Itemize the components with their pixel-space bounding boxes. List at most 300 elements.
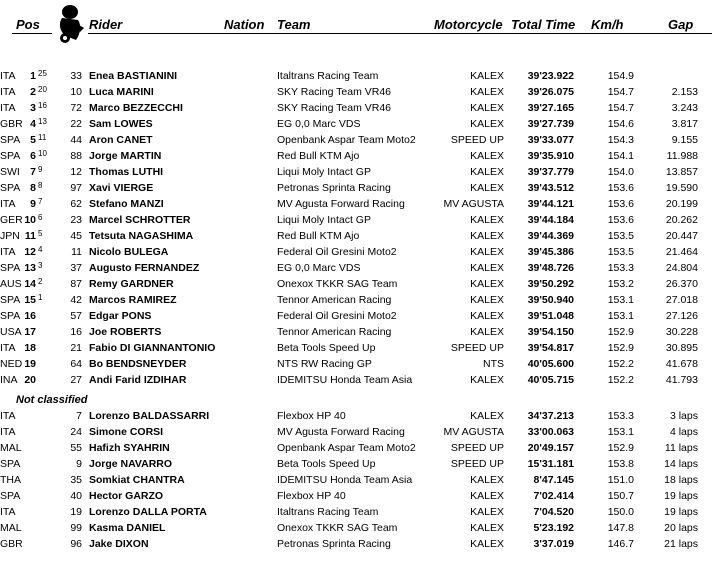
result-row (0, 164, 720, 180)
motorcycle: KALEX (470, 538, 504, 550)
team: Flexbox HP 40 (277, 410, 346, 422)
gap: 2.153 (671, 86, 698, 98)
total-time: 7'02.414 (533, 490, 574, 502)
total-time: 39'44.184 (527, 214, 574, 226)
gap: 11 laps (664, 442, 698, 454)
grid-position: 4 (38, 245, 43, 254)
nation: SWI (0, 166, 20, 178)
position: 5 (30, 134, 36, 146)
motorcycle: KALEX (470, 262, 504, 274)
speed-kmh: 153.8 (607, 458, 634, 470)
position: 7 (30, 166, 36, 178)
total-time: 39'50.292 (527, 278, 574, 290)
total-time: 39'26.075 (527, 86, 574, 98)
nation: INA (0, 374, 18, 386)
rider-name: Sam LOWES (89, 118, 153, 130)
motorcycle: KALEX (470, 230, 504, 242)
result-row (0, 520, 720, 536)
motorcycle: KALEX (470, 522, 504, 534)
motorcycle: MV AGUSTA (443, 198, 504, 210)
gap: 41.678 (665, 358, 698, 370)
team: Tennor American Racing (277, 294, 392, 306)
rider-number: 42 (70, 294, 82, 306)
rider-name: Hector GARZO (89, 490, 164, 502)
rider-number: 87 (70, 278, 82, 290)
team: Liqui Moly Intact GP (277, 214, 371, 226)
grid-position: 11 (38, 133, 47, 142)
rider-name: Fabio DI GIANNANTONIO (89, 342, 216, 354)
result-row (0, 408, 720, 424)
rider-number: 44 (70, 134, 82, 146)
position: 20 (24, 374, 36, 386)
team: IDEMITSU Honda Team Asia (277, 474, 413, 486)
rider-name: Joe ROBERTS (89, 326, 162, 338)
nation: ITA (0, 198, 16, 210)
speed-kmh: 153.3 (607, 262, 634, 274)
nation: ITA (0, 410, 16, 422)
result-row (0, 180, 720, 196)
not-classified-heading: Not classified (16, 394, 88, 406)
grid-position: 10 (38, 149, 47, 158)
grid-position: 7 (38, 197, 43, 206)
motorcycle: KALEX (470, 86, 504, 98)
motorcycle: KALEX (470, 294, 504, 306)
nation: USA (0, 326, 22, 338)
nation: ITA (0, 102, 16, 114)
position: 16 (24, 310, 36, 322)
team: Red Bull KTM Ajo (277, 230, 360, 242)
rider-number: 9 (76, 458, 82, 470)
speed-kmh: 150.7 (607, 490, 634, 502)
grid-position: 20 (38, 85, 47, 94)
col-rider-header: Rider (89, 17, 123, 32)
speed-kmh: 154.3 (607, 134, 634, 146)
motorcycle: SPEED UP (450, 342, 504, 354)
rider-number: 35 (70, 474, 82, 486)
team: MV Agusta Forward Racing (277, 198, 405, 210)
rider-number: 21 (70, 342, 82, 354)
motorcycle: KALEX (470, 246, 504, 258)
speed-kmh: 154.1 (607, 150, 634, 162)
team: IDEMITSU Honda Team Asia (277, 374, 413, 386)
total-time: 39'33.077 (527, 134, 574, 146)
nation: SPA (0, 294, 21, 306)
result-row (0, 132, 720, 148)
speed-kmh: 153.5 (607, 246, 634, 258)
speed-kmh: 153.1 (607, 294, 634, 306)
result-row (0, 148, 720, 164)
position: 17 (24, 326, 36, 338)
nation: AUS (0, 278, 22, 290)
team: MV Agusta Forward Racing (277, 426, 405, 438)
rider-number: 88 (70, 150, 82, 162)
total-time: 39'44.121 (527, 198, 574, 210)
gap: 20 laps (664, 522, 698, 534)
result-row (0, 536, 720, 552)
result-row (0, 488, 720, 504)
rider-name: Enea BASTIANINI (89, 70, 178, 82)
speed-kmh: 154.7 (607, 102, 634, 114)
result-row (0, 504, 720, 520)
result-row (0, 116, 720, 132)
nation: ITA (0, 70, 16, 82)
gap: 18 laps (664, 474, 698, 486)
position: 19 (24, 358, 36, 370)
gap: 21 laps (664, 538, 698, 550)
result-row (0, 228, 720, 244)
motorcycle: MV AGUSTA (443, 426, 504, 438)
rider-number: 62 (70, 198, 82, 210)
team: Federal Oil Gresini Moto2 (277, 310, 397, 322)
result-row (0, 424, 720, 440)
position: 18 (24, 342, 36, 354)
total-time: 40'05.715 (527, 374, 574, 386)
rider-name: Thomas LUTHI (89, 166, 164, 178)
rider-name: Edgar PONS (89, 310, 152, 322)
team: Beta Tools Speed Up (277, 458, 376, 470)
motorcycle: KALEX (470, 70, 504, 82)
result-row (0, 340, 720, 356)
motorcycle: KALEX (470, 326, 504, 338)
total-time: 39'54.150 (527, 326, 574, 338)
nation: SPA (0, 458, 21, 470)
gap: 3.243 (671, 102, 698, 114)
grid-position: 2 (38, 277, 43, 286)
nation: GER (0, 214, 23, 226)
nation: ITA (0, 86, 16, 98)
col-kmh-header: Km/h (591, 17, 624, 32)
total-time: 39'45.386 (527, 246, 574, 258)
gap: 3 laps (669, 410, 698, 422)
total-time: 20'49.157 (527, 442, 574, 454)
grid-position: 25 (38, 69, 47, 78)
result-row (0, 244, 720, 260)
result-row (0, 68, 720, 84)
rider-name: Lorenzo BALDASSARRI (89, 410, 210, 422)
grid-position: 9 (38, 165, 43, 174)
rider-name: Bo BENDSNEYDER (89, 358, 187, 370)
rider-number: 40 (70, 490, 82, 502)
grid-position: 6 (38, 213, 43, 222)
col-pos-header: Pos (16, 17, 40, 32)
team: Openbank Aspar Team Moto2 (277, 442, 416, 454)
total-time: 5'23.192 (533, 522, 574, 534)
position: 6 (30, 150, 36, 162)
speed-kmh: 153.6 (607, 214, 634, 226)
header-rule (12, 33, 52, 34)
rider-name: Lorenzo DALLA PORTA (89, 506, 207, 518)
result-row (0, 472, 720, 488)
rider-number: 45 (70, 230, 82, 242)
motorcycle: KALEX (470, 410, 504, 422)
motorcycle: KALEX (470, 102, 504, 114)
nation: SPA (0, 310, 21, 322)
rider-name: Stefano MANZI (89, 198, 164, 210)
rider-number: 16 (70, 326, 82, 338)
total-time: 34'37.213 (527, 410, 574, 422)
rider-name: Marcos RAMIREZ (89, 294, 177, 306)
rider-name: Marco BEZZECCHI (89, 102, 183, 114)
total-time: 39'37.779 (527, 166, 574, 178)
speed-kmh: 152.9 (607, 326, 634, 338)
gap: 4 laps (669, 426, 698, 438)
result-row (0, 372, 720, 388)
rider-number: 27 (70, 374, 82, 386)
speed-kmh: 154.9 (607, 70, 634, 82)
gap: 41.793 (665, 374, 698, 386)
result-row (0, 440, 720, 456)
team: Flexbox HP 40 (277, 490, 346, 502)
position: 9 (30, 198, 36, 210)
nation: SPA (0, 134, 21, 146)
total-time: 39'50.940 (527, 294, 574, 306)
rider-number: 57 (70, 310, 82, 322)
motorcycle: KALEX (470, 474, 504, 486)
rider-number: 72 (70, 102, 82, 114)
gap: 27.018 (665, 294, 698, 306)
speed-kmh: 153.1 (607, 310, 634, 322)
total-time: 39'27.165 (527, 102, 574, 114)
speed-kmh: 146.7 (607, 538, 634, 550)
gap: 20.262 (665, 214, 698, 226)
speed-kmh: 154.7 (607, 86, 634, 98)
team: Beta Tools Speed Up (277, 342, 376, 354)
team: Italtrans Racing Team (277, 70, 379, 82)
motorcycle: KALEX (470, 310, 504, 322)
motorcycle: SPEED UP (450, 134, 504, 146)
gap: 11.988 (666, 150, 698, 162)
rider-number: 24 (70, 426, 82, 438)
rider-name: Tetsuta NAGASHIMA (89, 230, 194, 242)
motorcycle: KALEX (470, 278, 504, 290)
rider-name: Marcel SCHROTTER (89, 214, 191, 226)
col-gap-header: Gap (668, 17, 694, 32)
nation: GBR (0, 118, 23, 130)
col-nation-header: Nation (224, 17, 265, 32)
speed-kmh: 153.5 (607, 230, 634, 242)
gap: 3.817 (671, 118, 698, 130)
speed-kmh: 154.6 (607, 118, 634, 130)
rider-name: Hafizh SYAHRIN (89, 442, 170, 454)
rider-name: Luca MARINI (89, 86, 154, 98)
grid-position: 13 (38, 117, 47, 126)
nation: MAL (0, 442, 22, 454)
rider-number: 19 (70, 506, 82, 518)
motorcycle: KALEX (470, 214, 504, 226)
team: Red Bull KTM Ajo (277, 150, 360, 162)
position: 14 (24, 278, 36, 290)
gap: 19 laps (664, 490, 698, 502)
total-time: 39'51.048 (527, 310, 574, 322)
motorcycle: KALEX (470, 506, 504, 518)
gap: 24.804 (665, 262, 698, 274)
rider-number: 64 (70, 358, 82, 370)
gap: 20.199 (665, 198, 698, 210)
gap: 14 laps (664, 458, 698, 470)
rider-number: 37 (70, 262, 82, 274)
nation: ITA (0, 426, 16, 438)
nation: JPN (0, 230, 20, 242)
nation: NED (0, 358, 23, 370)
gap: 26.370 (665, 278, 698, 290)
team: SKY Racing Team VR46 (277, 102, 392, 114)
gap: 30.228 (665, 326, 698, 338)
speed-kmh: 151.0 (607, 474, 634, 486)
gap: 19.590 (665, 182, 698, 194)
rider-name: Andi Farid IZDIHAR (89, 374, 187, 386)
rider-number: 7 (76, 410, 82, 422)
team: Onexox TKKR SAG Team (277, 522, 398, 534)
grid-position: 5 (38, 229, 43, 238)
rider-number: 96 (70, 538, 82, 550)
result-row (0, 276, 720, 292)
nation: THA (0, 474, 21, 486)
position: 12 (24, 246, 36, 258)
team: EG 0,0 Marc VDS (277, 262, 361, 274)
total-time: 3'37.019 (533, 538, 574, 550)
rider-name: Augusto FERNANDEZ (89, 262, 200, 274)
total-time: 33'00.063 (527, 426, 574, 438)
team: EG 0,0 Marc VDS (277, 118, 361, 130)
rider-name: Xavi VIERGE (89, 182, 154, 194)
grid-position: 1 (38, 293, 43, 302)
rider-name: Nicolo BULEGA (89, 246, 169, 258)
result-row (0, 212, 720, 228)
motorcycle: NTS (483, 358, 504, 370)
team: Italtrans Racing Team (277, 506, 379, 518)
col-total-time-header: Total Time (511, 17, 576, 32)
team: NTS RW Racing GP (277, 358, 372, 370)
rider-name: Simone CORSI (89, 426, 164, 438)
result-row (0, 356, 720, 372)
position: 4 (30, 118, 36, 130)
rider-number: 12 (70, 166, 82, 178)
motorcycle: SPEED UP (450, 442, 504, 454)
rider-number: 23 (70, 214, 82, 226)
gap: 19 laps (664, 506, 698, 518)
nation: SPA (0, 262, 21, 274)
gap: 13.857 (665, 166, 698, 178)
total-time: 8'47.145 (533, 474, 574, 486)
total-time: 15'31.181 (527, 458, 574, 470)
col-motorcycle-header: Motorcycle (434, 17, 503, 32)
rider-number: 33 (70, 70, 82, 82)
speed-kmh: 150.0 (607, 506, 634, 518)
position: 8 (30, 182, 36, 194)
rider-number: 99 (70, 522, 82, 534)
motorcycle: KALEX (470, 118, 504, 130)
speed-kmh: 153.3 (607, 410, 634, 422)
motorcycle: KALEX (470, 166, 504, 178)
motorcycle-rider-icon (56, 4, 86, 44)
gap: 30.895 (665, 342, 698, 354)
team: Liqui Moly Intact GP (277, 166, 371, 178)
position: 1 (30, 70, 36, 82)
gap: 9.155 (671, 134, 698, 146)
gap: 27.126 (665, 310, 698, 322)
nation: ITA (0, 342, 16, 354)
team: Onexox TKKR SAG Team (277, 278, 398, 290)
nation: SPA (0, 150, 21, 162)
total-time: 7'04.520 (533, 506, 574, 518)
rider-number: 10 (70, 86, 82, 98)
nation: ITA (0, 506, 16, 518)
rider-number: 22 (70, 118, 82, 130)
col-team-header: Team (277, 17, 311, 32)
speed-kmh: 152.9 (607, 442, 634, 454)
speed-kmh: 154.0 (607, 166, 634, 178)
team: Tennor American Racing (277, 326, 392, 338)
results-header (0, 0, 720, 48)
team: Petronas Sprinta Racing (277, 538, 391, 550)
speed-kmh: 153.1 (607, 426, 634, 438)
grid-position: 16 (38, 101, 47, 110)
gap: 21.464 (665, 246, 698, 258)
rider-name: Remy GARDNER (89, 278, 174, 290)
rider-number: 11 (71, 246, 82, 258)
position: 3 (30, 102, 36, 114)
nation: GBR (0, 538, 23, 550)
total-time: 39'48.726 (527, 262, 574, 274)
result-row (0, 260, 720, 276)
result-row (0, 324, 720, 340)
speed-kmh: 153.6 (607, 182, 634, 194)
speed-kmh: 152.2 (607, 374, 634, 386)
motorcycle: SPEED UP (450, 458, 504, 470)
rider-number: 97 (70, 182, 82, 194)
result-row (0, 456, 720, 472)
rider-name: Somkiat CHANTRA (89, 474, 185, 486)
result-row (0, 196, 720, 212)
team: Petronas Sprinta Racing (277, 182, 391, 194)
position: 15 (24, 294, 36, 306)
speed-kmh: 152.2 (607, 358, 634, 370)
motorcycle: KALEX (470, 374, 504, 386)
grid-position: 3 (38, 261, 43, 270)
result-row (0, 292, 720, 308)
total-time: 39'44.369 (527, 230, 574, 242)
total-time: 39'23.922 (527, 70, 574, 82)
team: SKY Racing Team VR46 (277, 86, 392, 98)
nation: SPA (0, 490, 21, 502)
position: 10 (24, 214, 36, 226)
result-row (0, 84, 720, 100)
result-row (0, 308, 720, 324)
speed-kmh: 152.9 (607, 342, 634, 354)
rider-name: Jake DIXON (89, 538, 149, 550)
result-row (0, 100, 720, 116)
team: Openbank Aspar Team Moto2 (277, 134, 416, 146)
rider-name: Kasma DANIEL (89, 522, 166, 534)
rider-number: 55 (70, 442, 82, 454)
position: 13 (24, 262, 36, 274)
total-time: 39'43.512 (527, 182, 574, 194)
total-time: 39'35.910 (527, 150, 574, 162)
motorcycle: KALEX (470, 182, 504, 194)
rider-name: Aron CANET (89, 134, 153, 146)
total-time: 39'54.817 (527, 342, 574, 354)
rider-name: Jorge NAVARRO (89, 458, 173, 470)
speed-kmh: 147.8 (607, 522, 634, 534)
grid-position: 8 (38, 181, 43, 190)
speed-kmh: 153.6 (607, 198, 634, 210)
position: 2 (30, 86, 36, 98)
gap: 20.447 (665, 230, 698, 242)
motorcycle: KALEX (470, 490, 504, 502)
nation: ITA (0, 246, 16, 258)
position: 11 (24, 230, 36, 242)
team: Federal Oil Gresini Moto2 (277, 246, 397, 258)
